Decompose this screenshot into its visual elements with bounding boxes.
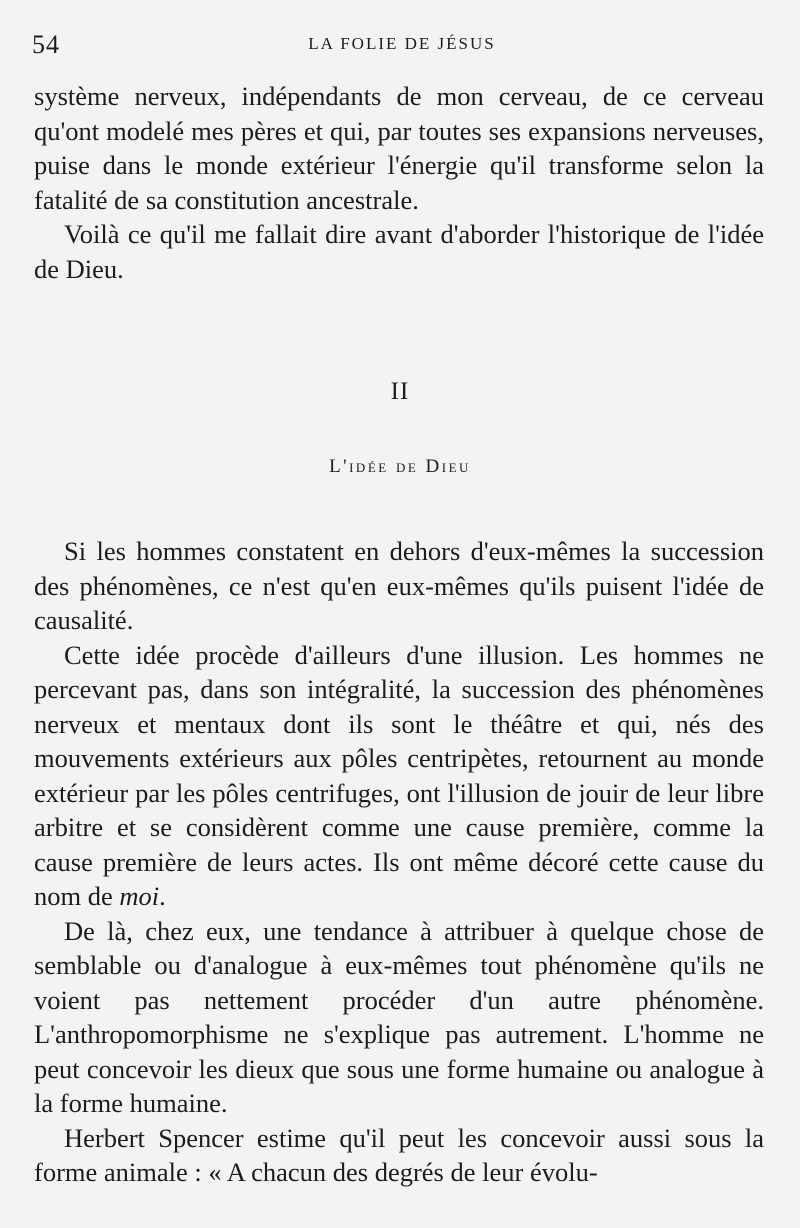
paragraph: De là, chez eux, une tendance à attribuer à quelque chose de semblable ou d'analogue à eux-mêmes tout phénomène qu'ils ne voient pas nettement procéder d'un autre phénomène. L'anthropomorphisme ne s'explique pas autrement. L'homme ne peut concevoir les dieux que sous une forme humaine ou analogue à la forme humaine. <box>34 915 764 1118</box>
running-head <box>32 30 772 58</box>
section-title: L'idée de Dieu <box>329 456 471 477</box>
text-block-after-section <box>34 534 764 1190</box>
paragraph: Si les hommes constatent en dehors d'eux-mêmes la succession des phénomènes, ce n'est qu'en eux-mêmes qu'ils puisent l'idée de causalité. <box>34 536 764 635</box>
italic-word: moi <box>119 881 160 911</box>
paragraph-text: Cette idée procède d'ailleurs d'une illusion. Les hommes ne percevant pas, dans son intégralité, la succession des phénomènes nerveux et mentaux dont ils sont le théâtre et qui, nés des mouvements extérieurs aux pôles centripètes, retournent au monde extérieur par les pôles centrifuges, ont l'illusion de jouir de leur libre arbitre et se considèrent comme une cause première, comme la cause première de leurs actes. Ils ont même décoré cette cause du nom de <box>34 639 764 911</box>
paragraph-text-end: . <box>159 881 166 911</box>
paragraph: Voilà ce qu'il me fallait dire avant d'aborder l'historique de l'idée de Dieu. <box>34 219 764 284</box>
running-title: LA FOLIE DE JÉSUS <box>308 34 496 53</box>
text-block-before-section <box>34 79 764 286</box>
paragraph: système nerveux, indépendants de mon cerveau, de ce cerveau qu'ont modelé mes pères et qui, par toutes ses expansions nerveuses, puise dans le monde extérieur l'énergie qu'il transforme selon la fatalité de sa constitution ancestrale. <box>34 81 764 215</box>
paragraph: Herbert Spencer estime qu'il peut les concevoir aussi sous la forme animale : « A chacun des degrés de leur évolu- <box>34 1122 764 1187</box>
paragraph <box>34 638 764 914</box>
section-number: II <box>390 378 410 405</box>
page-number: 54 <box>32 30 60 59</box>
